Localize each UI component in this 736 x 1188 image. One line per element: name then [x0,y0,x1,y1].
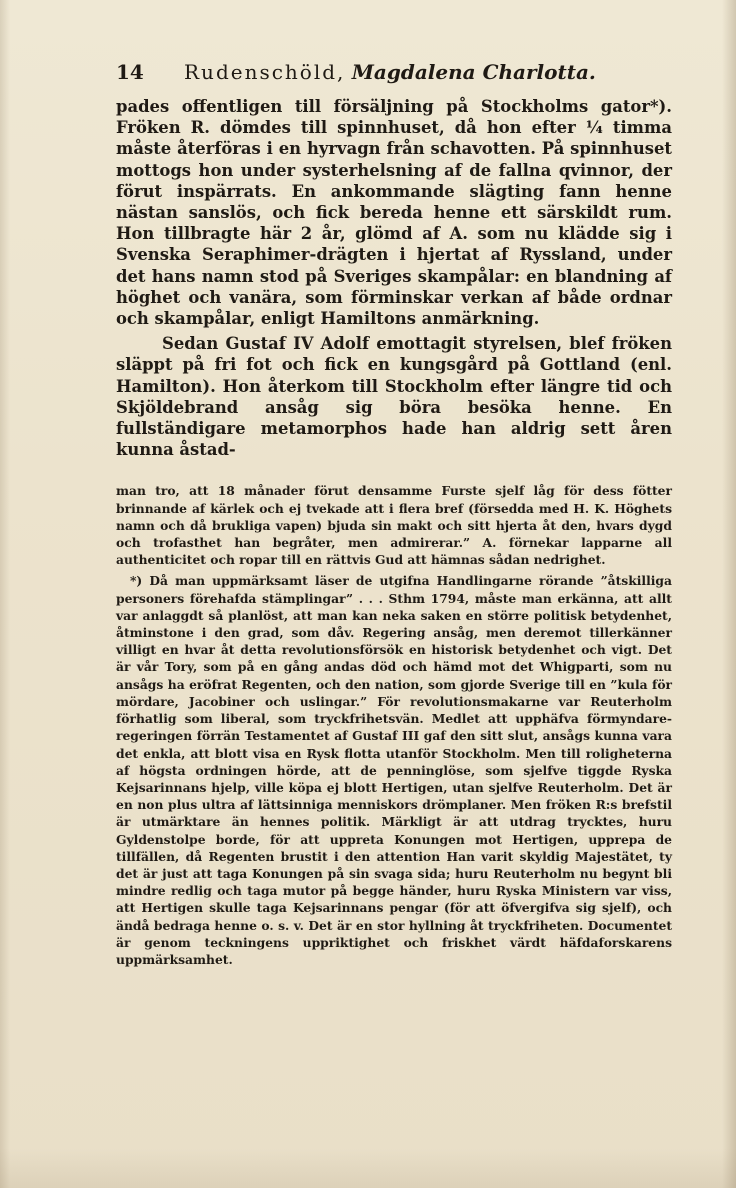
page-edge-shadow [722,0,736,1188]
main-paragraph-1: pades offentligen till försäljning på Stockholms gator*). Fröken R. dömdes till spinnhuset, då hon efter ¼ timma måste återföras i en hyrvagn från schavotten. På spinnhuset mottogs hon under systerhelsning af de fallna qvinnor, der förut inspärrats. En ankommande slägting fann henne nästan sanslös, och fick bereda henne ett särskildt rum. Hon tillbragte här 2 år, glömd af A. som nu klädde sig i Svenska Seraphimer-drägten i hjertat af Ryssland, under det hans namn stod på Sveriges skampålar: en blandning af höghet och vanära, som förminskar verkan af både ordnar och skampålar, enligt Hamiltons anmärkning. [116,97,672,329]
running-head [184,60,596,84]
gutter-shadow [0,0,10,1188]
footnote-star: *) Då man uppmärksamt läser de utgifna Handlingarne rörande ”åtskilliga personers förehafda stämplingar” . . . Sthm 1794, måste man erkänna, att allt var anlaggdt så planlöst, att man kan neka saken en större politisk betydenhet, åtminstone i den grad, som dåv. Regering ansåg, men deremot tillerkänner villigt en hvar åt detta revolutionsförsök en historisk betydenhet och vigt. Det är vår Tory, som på en gång andas död och hämd mot det Whigparti, som nu ansågs ha eröfrat Regenten, och den nation, som gjorde Sverige till en ”kula för mördare, Jacobiner och uslingar.” För revolutionsmakarne var Reuterholm förhatlig som liberal, som tryckfrihetsvän. Medlet att upphäfva förmyndare-regeringen förrän Testamentet af Gustaf III gaf den sitt slut, ansågs kunna vara det enkla, att blott visa en Rysk flotta utanför Stockholm. Men till roligheterna af högsta ordningen hörde, att de penninglöse, som sjelfve tiggde Ryska Kejsarinnans hjelp, ville köpa ej blott Hertigen, utan sjelfve Reuterholm. Det är en non plus ultra af lättsinniga menniskors drömplaner. Men fröken R:s brefstil är utmärktare än hennes politik. Märkligt är att utdrag trycktes, huru Gyldenstolpe borde, för att uppreta Konungen mot Hertigen, upprepa de tillfällen, då Regenten brustit i den attention Han varit skyldig Majestätet, ty det är just att taga Konungen på sin svaga sida; huru Reuterholm nu begynt bli mindre redlig och taga mutor på begge händer, huru Ryska Ministern var viss, att Hertigen skulle taga Kejsarinnans pengar (för att öfvergifva sig sjelf), och ändå bedraga henne o. s. v. Det är en stor hyllning åt tryckfriheten. Documentet är genom teckningens uppriktighet och friskhet värdt häfdaforskarens uppmärksamhet. [116,573,672,967]
footnote-continuation: man tro, att 18 månader förut densamme Furste sjelf låg för dess fötter brinnande af kärlek och ej tvekade att i flera bref (försedda med H. K. Höghets namn och då brukliga vapen) bjuda sin makt och sitt hjerta åt den, hvars dygd och trofasthet han begråter, men admirerar.” A. förnekar lapparne all authenticitet och ropar till en rättvis Gud att hämnas sådan nedrighet. [116,483,672,568]
running-head-title: Magdalena Charlotta. [351,60,596,84]
running-head-author: Rudenschöld, [184,60,346,84]
main-paragraph-2: Sedan Gustaf IV Adolf emottagit styrelsen, blef fröken släppt på fri fot och fick en kungsgård på Gottland (enl. Hamilton). Hon återkom till Stockholm efter längre tid och Skjöldebrand ansåg sig böra besöka henne. En fullständigare metamorphos hade han aldrig sett åren kunna åstad- [116,334,672,460]
main-text [116,96,672,460]
footnotes [116,482,672,968]
page-bottom-shadow [0,1148,736,1188]
running-header [116,60,672,94]
page-number: 14 [116,60,144,84]
